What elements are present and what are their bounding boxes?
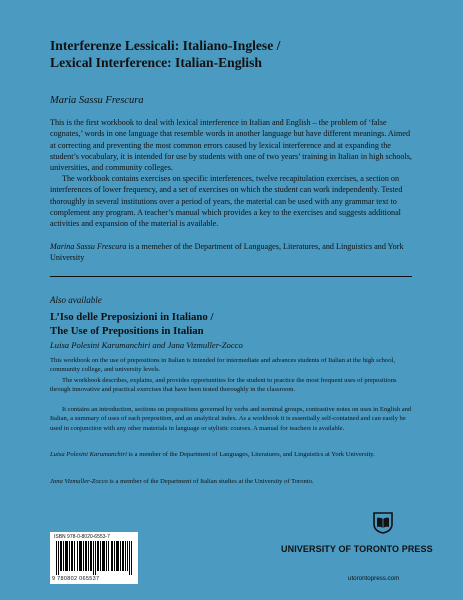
barcode-bars	[54, 541, 134, 575]
book2-author-bio-2	[50, 477, 412, 486]
book2-title-line2: The Use of Prepositions in Italian	[50, 324, 204, 337]
book1-description-2: The workbook contains exercises on specific interferences, twelve recapitulation exercises, a section on interferences of lower frequency, and a set of exercises on which the student can work independently. Tested thoroughly in several institutions over a period of years, the material can be used with any grammar text to complement any program. A teacher’s manual which provides a key to the exercises and suggests additional activities and expansion of the material is available.	[50, 174, 403, 229]
publisher-website: utorontopress.com	[348, 575, 400, 582]
isbn-text: ISBN 978-0-8020-6553-7	[54, 534, 110, 540]
book2-title	[50, 311, 430, 338]
book1-title-line1: Interferenze Lessicali: Italiano-Inglese /	[50, 38, 281, 53]
book1-description-1: This is the first workbook to deal with lexical interference in Italian and English – the problem of ‘false cognates,’ words in one language that resemble words in another language but have different meanings. Aimed at correcting and preventing the most common errors caused by lexical interference and at expanding the student’s vocabulary, it is intended for use by students with one of two years’ training in Italian in high schools, universities, and community colleges.	[50, 118, 412, 173]
book1-author: Maria Sassu Frescura	[50, 95, 144, 106]
barcode	[50, 532, 138, 584]
utp-shield-book-icon	[372, 512, 394, 534]
book2-bio1-text: is a member of the Department of Languages, Literatures, and Linguistics at York University.	[126, 451, 375, 458]
book1-title	[50, 37, 430, 71]
book2-bio2-text: is a member of the Department of Italian studies at the University of Toronto.	[107, 478, 314, 485]
book1-bio-text: is a memeber of the Department of Languages, Literatures, and Linguistics and York University	[50, 242, 404, 263]
book2-bio2-name: Jana Vizmuller-Zocco	[50, 478, 108, 485]
book1-author-bio	[50, 241, 412, 264]
also-available-label: Also available	[50, 295, 102, 305]
book1-bio-name: Marina Sassu Frescura	[50, 242, 127, 251]
book2-bio1-name: Luisa Polesini Karumanchiri	[50, 451, 127, 458]
divider	[50, 276, 412, 277]
book2-author-bio-1	[50, 450, 412, 459]
publisher-name: UNIVERSITY OF TORONTO PRESS	[281, 544, 433, 554]
book2-title-line1: L’Iso delle Preposizioni in Italiano /	[50, 311, 214, 323]
book2-authors: Luisa Polesini Karumanchiri and Jana Vizmuller-Zocco	[50, 340, 243, 350]
barcode-number: 9 780802 065537	[52, 576, 100, 582]
book2-description-1: This workbook on the use of prepositions in Italian is intended for intermediate and advances students of Italian at the high school, community college, and university levels.	[50, 357, 395, 374]
book1-title-line2: Lexical Interference: Italian-English	[50, 55, 262, 70]
book2-description-2: The workbook describes, explains, and provides opportunities for the student to practice the most frequent uses of prepositions through innovative and practical exercises that have been tested thoroughly in the classroom.	[50, 377, 397, 394]
book2-description-3: It contains an introduction, sections on prepositions governed by verbs and nominal groups, contrastive notes on uses in English and Italian, a summary of uses of each preposition, and an analytical index. As a workbook it is essentially self-contained and can easily be used in conjunction with any other materials in language or stylistic courses. A manual for teachers is available.	[50, 406, 412, 432]
